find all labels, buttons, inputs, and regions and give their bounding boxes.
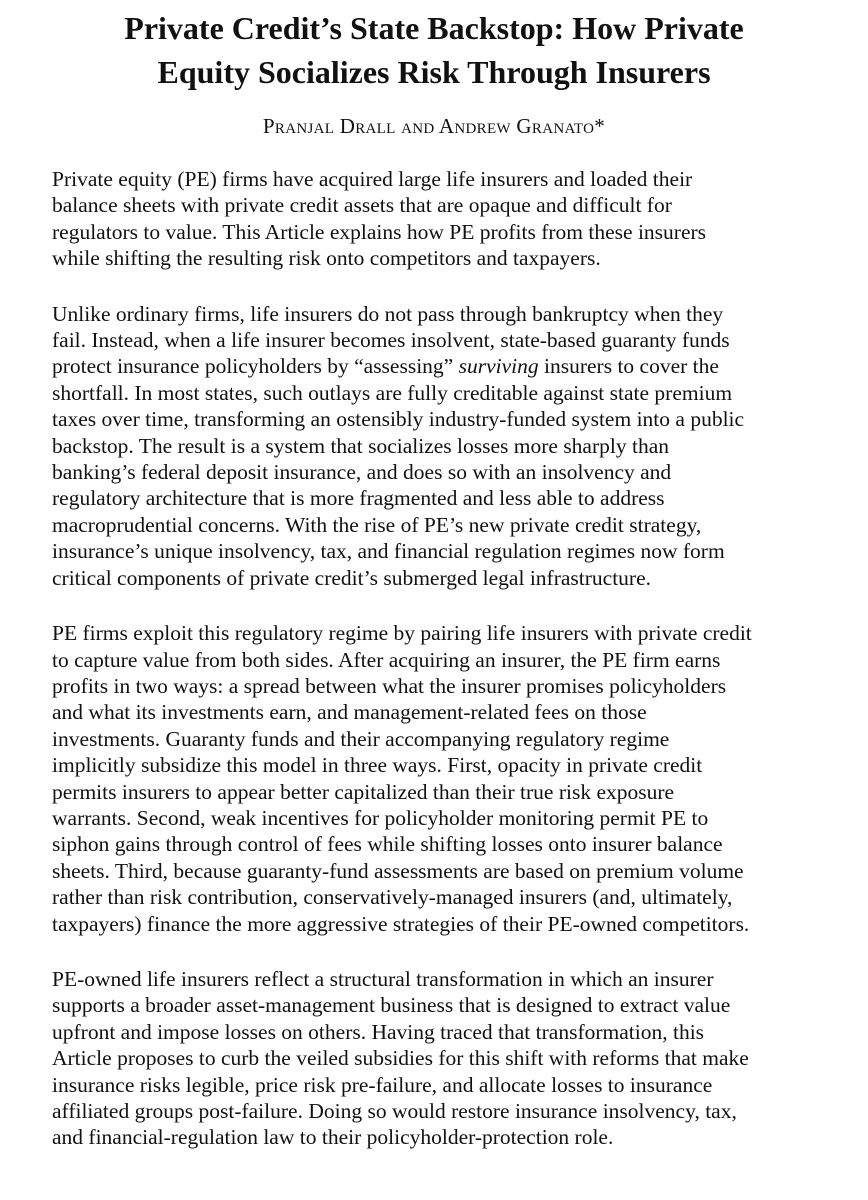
paragraph-2 — [52, 301, 842, 591]
text-line: PE firms exploit this regulatory regime by pairing life insurers with private credit — [52, 621, 752, 646]
text-line: investments. Guaranty funds and their accompanying regulatory regime — [52, 726, 670, 751]
text-line: shortfall. In most states, such outlays are fully creditable against state premium — [52, 380, 733, 405]
text-line: upfront and impose losses on others. Having traced that transformation, this — [52, 1019, 705, 1044]
text-line: taxes over time, transforming an ostensibly industry-funded system into a public — [52, 407, 745, 432]
text-line: and financial-regulation law to their policyholder-protection role. — [52, 1125, 614, 1150]
text-line: balance sheets with private credit assets that are opaque and difficult for — [52, 193, 672, 218]
text-line: Unlike ordinary firms, life insurers do not pass through bankruptcy when they — [52, 301, 724, 326]
text-line: to capture value from both sides. After acquiring an insurer, the PE firm earns — [52, 647, 721, 672]
author-byline: Pranjal Drall and Andrew Granato* — [262, 114, 606, 138]
title-line-2: Equity Socializes Risk Through Insurers — [157, 54, 711, 90]
text-line: affiliated groups post-failure. Doing so would restore insurance insolvency, tax, — [52, 1099, 737, 1123]
text-line: rather than risk contribution, conservatively-managed insurers (and, ultimately, — [52, 885, 733, 910]
text-line: insurance risks legible, price risk pre-failure, and allocate losses to insurance — [52, 1072, 713, 1097]
paragraph-3 — [52, 620, 842, 937]
paragraph-1 — [52, 166, 842, 272]
text-line: implicitly subsidize this model in three ways. First, opacity in private credit — [52, 753, 703, 778]
text-line: siphon gains through control of fees while shifting losses onto insurer balance — [52, 832, 723, 857]
text-line: profits in two ways: a spread between what the insurer promises policyholders — [52, 673, 727, 698]
emphasis-word: surviving — [458, 354, 539, 379]
text-line: regulatory architecture that is more fragmented and less able to address — [52, 486, 665, 511]
paragraph-4 — [52, 966, 842, 1151]
text-line: and what its investments earn, and management-related fees on those — [52, 700, 647, 725]
text-segment: protect insurance policyholders by “assessing” — [52, 354, 459, 379]
text-line: banking’s federal deposit insurance, and does so with an insolvency and — [52, 460, 672, 485]
text-line: PE-owned life insurers reflect a structural transformation in which an insurer — [52, 966, 714, 991]
text-line: insurance’s unique insolvency, tax, and financial regulation regimes now form — [52, 539, 725, 564]
text-line-with-emphasis — [52, 353, 842, 379]
text-line: sheets. Third, because guaranty-fund assessments are based on premium volume — [52, 858, 744, 883]
text-line: permits insurers to appear better capitalized than their true risk exposure — [52, 779, 675, 804]
title-line-1: Private Credit’s State Backstop: How Private — [124, 10, 744, 46]
article-title — [40, 6, 828, 94]
text-segment: insurers to cover the — [538, 354, 719, 379]
text-line: backstop. The result is a system that socializes losses more sharply than — [52, 433, 670, 458]
text-line: regulators to value. This Article explains how PE profits from these insurers — [52, 219, 707, 244]
text-line: fail. Instead, when a life insurer becomes insolvent, state-based guaranty funds — [52, 328, 730, 353]
text-line: while shifting the resulting risk onto competitors and taxpayers. — [52, 246, 601, 271]
text-line: macroprudential concerns. With the rise of PE’s new private credit strategy, — [52, 512, 702, 537]
abstract-body — [52, 166, 842, 1180]
text-line: Private equity (PE) firms have acquired large life insurers and loaded their — [52, 167, 693, 191]
text-line: taxpayers) finance the more aggressive strategies of their PE-owned competitors. — [52, 911, 750, 936]
text-line: supports a broader asset-management business that is designed to extract value — [52, 993, 731, 1018]
text-line: Article proposes to curb the veiled subsidies for this shift with reforms that make — [52, 1046, 749, 1071]
text-line: critical components of private credit’s submerged legal infrastructure. — [52, 565, 651, 590]
text-line: warrants. Second, weak incentives for policyholder monitoring permit PE to — [52, 805, 709, 830]
